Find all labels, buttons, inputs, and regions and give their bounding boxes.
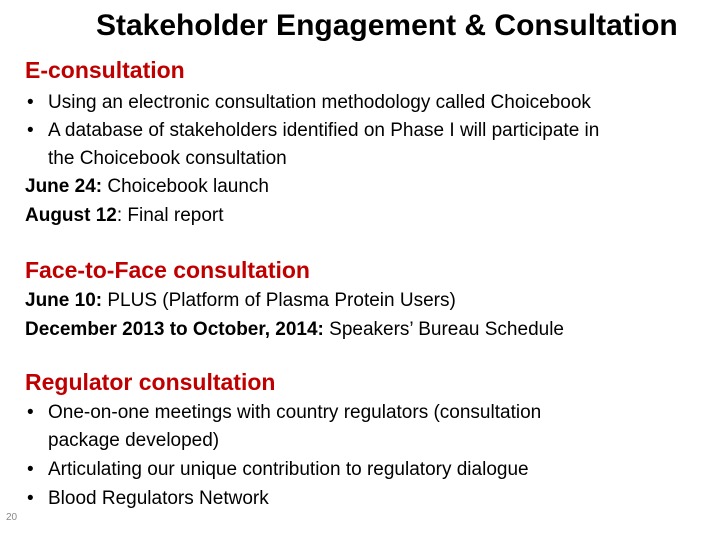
dated-item <box>25 172 269 201</box>
date-label: June 24: <box>25 176 103 197</box>
bullet-text: Blood Regulators Network <box>48 488 269 509</box>
slide-number: 20 <box>6 512 18 523</box>
section-heading-regulator: Regulator consultation <box>25 369 276 395</box>
bullet-text: Articulating our unique contribution to regulatory dialogue <box>48 459 529 480</box>
bullet-marker: • <box>27 402 34 423</box>
slide-title: Stakeholder Engagement & Consultation <box>96 9 678 42</box>
bullet-marker: • <box>27 459 34 480</box>
bullet-text-continued: package developed) <box>48 430 220 451</box>
date-label: June 10: <box>25 290 103 311</box>
bullet-marker: • <box>27 92 34 113</box>
date-label: December 2013 to October, 2014: <box>25 319 324 340</box>
date-text: PLUS (Platform of Plasma Protein Users) <box>102 290 456 311</box>
date-text: Choicebook launch <box>102 176 269 197</box>
dated-item <box>25 286 456 315</box>
date-text: Speakers’ Bureau Schedule <box>323 319 564 340</box>
date-label: August 12 <box>25 205 117 226</box>
section-heading-face-to-face: Face-to-Face consultation <box>25 257 310 283</box>
dated-item <box>25 315 564 344</box>
bullet-text-continued: the Choicebook consultation <box>48 148 287 169</box>
bullet-marker: • <box>27 120 34 141</box>
section-heading-e-consultation: E-consultation <box>25 57 185 83</box>
date-text: : Final report <box>116 205 224 226</box>
bullet-marker: • <box>27 488 34 509</box>
bullet-text: A database of stakeholders identified on Phase I will participate in <box>48 120 600 141</box>
dated-item <box>25 201 224 230</box>
bullet-text: Using an electronic consultation methodology called Choicebook <box>48 92 591 113</box>
bullet-text: One-on-one meetings with country regulators (consultation <box>48 402 542 423</box>
